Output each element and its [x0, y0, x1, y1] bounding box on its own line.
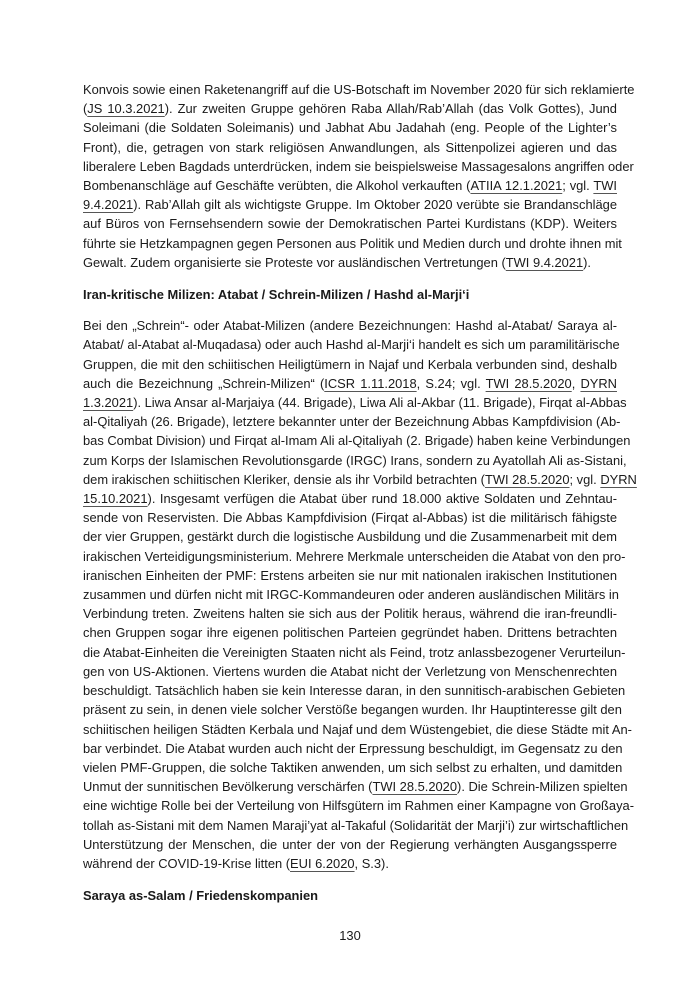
text-segment: die Atabat-Einheiten die Vereinigten Staaten nicht als Feind, trotz anlassbezogener Verurteilun- — [83, 644, 626, 660]
text-line — [83, 355, 617, 374]
text-line — [83, 854, 617, 873]
citation-link[interactable]: 1.3.2021 — [83, 395, 134, 411]
text-line — [83, 681, 626, 700]
text-line — [83, 176, 617, 195]
text-segment: ). — [583, 254, 592, 270]
document-page — [83, 80, 637, 917]
text-segment: , — [571, 375, 581, 391]
citation-link[interactable]: 9.4.2021 — [83, 197, 134, 213]
text-line — [83, 643, 626, 662]
citation-link[interactable]: TWI 28.5.2020 — [484, 471, 570, 487]
text-line — [83, 253, 617, 272]
text-segment: , S.3). — [354, 855, 389, 871]
text-line — [83, 393, 627, 412]
text-segment: der vier Gruppen, gestärkt durch die logistische Ausbildung und die Zusammenarbeit mit dem — [83, 529, 617, 545]
text-segment: Konvois sowie einen Raketenangriff auf die US-Botschaft im November 2020 für sich reklamierte — [83, 82, 635, 97]
text-line — [83, 374, 617, 393]
text-segment: ). Zur zweiten Gruppe gehören Raba Allah/Rab’Allah (das Volk Gottes), Jund — [164, 101, 617, 117]
text-segment: Gewalt. Zudem organisierte sie Proteste vor ausländischen Vertretungen ( — [83, 254, 506, 270]
text-segment: ; vgl. — [562, 178, 594, 194]
text-segment: vielen PMF-Gruppen, die solche Taktiken anwenden, um sich selbst zu erhalten, und damitden — [83, 759, 623, 775]
text-line — [83, 547, 626, 566]
section-heading-saraya-as-salam: Saraya as-Salam / Friedenskompanien — [83, 888, 319, 904]
text-line — [83, 720, 632, 739]
text-line — [83, 489, 617, 508]
text-line — [83, 739, 623, 758]
paragraph-atabat — [83, 316, 637, 873]
text-line — [83, 816, 629, 835]
text-segment: dem irakischen schiitischen Kleriker, densie als ihr Vorbild betrachten ( — [83, 471, 485, 487]
text-line — [83, 138, 617, 157]
text-segment: , S.24; vgl. — [416, 375, 486, 391]
text-segment: ). Rab’Allah gilt als wichtigste Gruppe. Im Oktober 2020 verübte sie Brandanschläge — [133, 197, 617, 213]
text-segment: ). Insgesamt verfügen die Atabat über rund 18.000 aktive Soldaten und Zehntau- — [147, 491, 617, 507]
text-line — [83, 451, 627, 470]
text-line — [83, 118, 617, 137]
text-line — [83, 604, 617, 623]
text-segment: al-Qitaliyah (26. Brigade), letztere bekannter unter der Bezeichnung Abbas Kampfdivision (Ab- — [83, 414, 621, 430]
text-segment: eine wichtige Rolle bei der Verteilung von Hilfsgütern im Rahmen einer Kampagne von Großaya- — [83, 798, 635, 814]
text-segment: bar verbindet. Die Atabat wurden auch nicht der Erpressung beschuldigt, im Gegensatz zu den — [83, 740, 623, 756]
text-segment: tollah as-Sistani mit dem Namen Maraji’yat al-Takaful (Solidarität der Marji’i) zur wirtschaftlichen — [83, 817, 629, 833]
text-segment: Front), die, getragen von stark religiösen Anwandlungen, als Sittenpolizei agieren und das — [83, 139, 617, 155]
text-segment: ). Liwa Ansar al-Marjaiya (44. Brigade), Liwa Ali al-Akbar (11. Brigade), Firqat al-Abbas — [133, 395, 627, 411]
text-segment: Gruppen, die mit den schiitischen Heiligtümern in Najaf und Kerbala verbunden sind, deshalb — [83, 356, 617, 372]
citation-link[interactable]: TWI — [593, 178, 617, 194]
text-segment: sende von Reservisten. Die Abbas Kampfdivision (Firqat al-Abbas) ist die militärisch fähigste — [83, 510, 617, 526]
citation-link[interactable]: JS 10.3.2021 — [87, 101, 165, 117]
text-line — [83, 508, 617, 527]
text-segment: präsent zu sein, in denen viele solcher Verstöße begangen wurden. Ihr Hauptinteresse gilt den — [83, 702, 622, 718]
citation-link[interactable]: EUI 6.2020 — [290, 855, 355, 871]
text-line — [83, 585, 617, 604]
paragraph-raba-allah — [83, 80, 635, 272]
text-segment: gen von US-Aktionen. Viertens wurden die Atabat nicht der Verletzung von Menschenrechten — [83, 663, 617, 679]
text-segment: ( — [83, 101, 88, 117]
text-segment: liberalere Leben Bagdads unterdrücken, indem sie beispielsweise Massagesalons angriffen oder — [83, 158, 634, 174]
text-segment: iranischen Einheiten der PMF: Erstens arbeiten sie nur mit nationalen irakischen Institutionen — [83, 567, 617, 583]
citation-link[interactable]: 15.10.2021 — [83, 491, 148, 507]
text-segment: auch die Bezeichnung „Schrein-Milizen“ ( — [83, 375, 325, 391]
text-line — [83, 835, 617, 854]
text-line — [83, 527, 617, 546]
text-segment: Soleimani (die Soldaten Soleimanis) und Jabhat Abu Jadahah (eng. People of the Lighter’s — [83, 120, 617, 136]
text-segment: bas Combat Division) und Firqat al-Imam Ali al-Qitaliyah (2. Brigade) haben keine Verbindungen — [83, 433, 631, 449]
text-segment: ; vgl. — [569, 471, 601, 487]
text-line — [83, 234, 622, 253]
citation-link[interactable]: DYRN — [580, 375, 617, 391]
text-segment: irakischen Verteidigungsministerium. Mehrere Merkmale unterscheiden die Atabat von den pro- — [83, 548, 626, 564]
text-segment: schiitischen heiligen Städten Kerbala und Najaf und dem Wüstengebiet, die diese Städte mit An- — [83, 721, 632, 737]
text-line — [83, 335, 620, 354]
text-line — [83, 662, 617, 681]
citation-link[interactable]: TWI 9.4.2021 — [505, 254, 584, 270]
citation-link[interactable]: DYRN — [600, 471, 637, 487]
text-line — [83, 623, 617, 642]
text-line — [83, 431, 631, 450]
text-line — [83, 758, 623, 777]
section-heading-atabat: Iran-kritische Milizen: Atabat / Schrein-Milizen / Hashd al-Marji‘i — [83, 287, 470, 303]
text-segment: auf Büros von Fernsehsendern sowie der Demokratischen Partei Kurdistans (KDP). Weiters — [83, 216, 617, 232]
text-segment: Unterstützung der Menschen, die unter der von der Regierung verhängten Ausgangssperre — [83, 836, 617, 852]
text-segment: zum Korps der Islamischen Revolutionsgarde (IRGC) Irans, sondern zu Ayatollah Ali as-Sistani, — [83, 452, 627, 468]
text-line — [83, 214, 617, 233]
text-line — [83, 777, 628, 796]
text-segment: zusammen und dürfen nicht mit IRGC-Kommandeuren oder anderen ausländischen Militärs in — [83, 587, 619, 603]
text-segment: Verbindung treten. Zweitens halten sie sich aus der Politik heraus, während die iran-freundli- — [83, 606, 617, 622]
text-line — [83, 566, 617, 585]
text-segment: ). Die Schrein-Milizen spielten — [457, 779, 628, 795]
text-line — [83, 316, 617, 335]
citation-link[interactable]: ATIIA 12.1.2021 — [470, 178, 563, 194]
text-line — [83, 796, 635, 815]
text-line — [83, 700, 622, 719]
citation-link[interactable]: TWI 28.5.2020 — [372, 779, 458, 795]
text-line — [83, 412, 621, 431]
page-number: 130 — [339, 928, 361, 943]
text-line — [83, 470, 637, 489]
text-segment: Bei den „Schrein“- oder Atabat-Milizen (andere Bezeichnungen: Hashd al-Atabat/ Saraya al- — [83, 318, 617, 334]
text-segment: Atabat/ al-Atabat al-Muqadasa) oder auch Hashd al-Marji‘i handelt es sich um paramilitärische — [83, 337, 620, 353]
text-segment: während der COVID-19-Krise litten ( — [83, 855, 291, 871]
text-segment: chen Gruppen sogar ihre eigenen politischen Parteien gegründet haben. Drittens betrachten — [83, 625, 617, 641]
text-segment: Unmut der sunnitischen Bevölkerung verschärfen ( — [83, 779, 373, 795]
citation-link[interactable]: TWI 28.5.2020 — [485, 375, 572, 391]
text-segment: beschuldigt. Tatsächlich haben sie kein Interesse daran, in den sunnitisch-arabischen Gebieten — [83, 683, 626, 699]
citation-link[interactable]: ICSR 1.11.2018 — [324, 375, 417, 391]
text-line — [83, 157, 634, 176]
text-segment: führte sie Hetzkampagnen gegen Personen aus Politik und Medien durch und drohte ihnen mit — [83, 235, 622, 251]
text-line — [83, 195, 617, 214]
text-segment: Bombenanschläge auf Geschäfte verübten, die Alkohol verkauften ( — [83, 178, 471, 194]
text-line — [83, 80, 635, 99]
text-line — [83, 99, 617, 118]
